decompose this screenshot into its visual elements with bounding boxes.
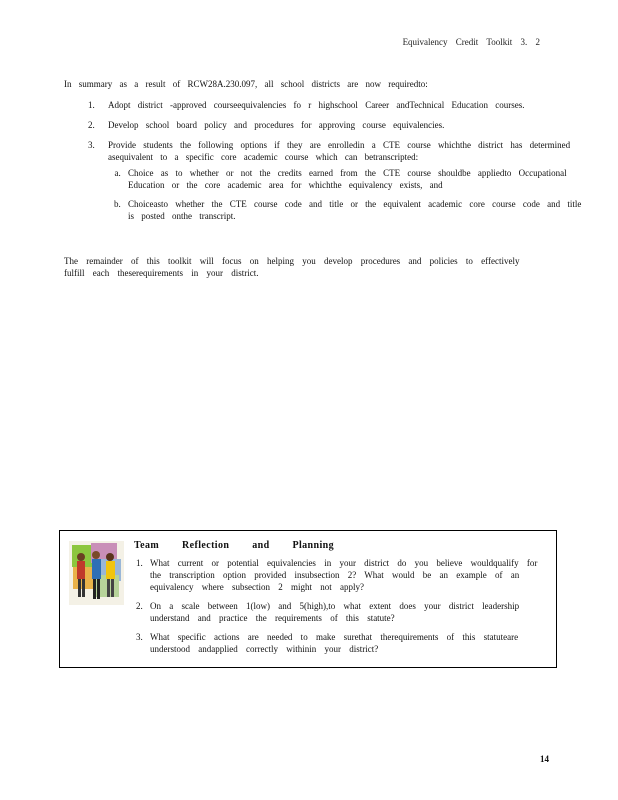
list-item — [136, 557, 540, 593]
list-item — [88, 139, 592, 222]
team-reflection-box — [59, 530, 557, 668]
list-number: 2. — [136, 601, 143, 611]
list-number: 1. — [88, 100, 95, 110]
list-item-text: Adopt district -approved courseequivalencies fo r highschool Career andTechnical Education courses. — [108, 100, 525, 110]
list-item-text: On a scale between 1(low) and 5(high),to what extent does your district leadership understand and practice the requirements of this statute? — [150, 601, 520, 623]
intro-paragraph: In summary as a result of RCW28A.230.097, all school districts are now requiredto: — [64, 79, 428, 89]
list-item-text: Provide students the following options if they are enrolledin a CTE course whichthe district has determined asequivalent to a specific core academic course which can betranscripted: — [108, 140, 571, 162]
sub-list-item: a. Choice as to whether or not the credits earned from the CTE course shouldbe appliedto Occupational Education or the core academic area for whichthe equivalency exists, and — [128, 167, 592, 191]
page-header: Equivalency Credit Toolkit 3. 2 — [402, 37, 540, 47]
list-number: 1. — [136, 558, 143, 568]
remainder-paragraph: The remainder of this toolkit will focus on helping you develop procedures and policies to effectively fulfill each theserequirements in your district. — [64, 256, 520, 278]
team-people-icon — [69, 541, 124, 605]
sub-list — [108, 167, 592, 222]
list-item — [88, 119, 592, 131]
list-item-text: What current or potential equivalencies in your district do you believe wouldqualify for the transcription option provided insubsection 2? What would be an example of an equivalency where subsection 2 might not apply? — [150, 558, 538, 592]
list-item-text: What specific actions are needed to make surethat therequirements of this statuteare understood andapplied correctly withinin your district? — [150, 632, 519, 654]
list-number: 3. — [136, 632, 143, 642]
list-item-text: Develop school board policy and procedures for approving course equivalencies. — [108, 120, 445, 130]
list-number: 2. — [88, 120, 95, 130]
list-item — [136, 631, 540, 655]
list-number: 3. — [88, 140, 95, 150]
requirements-list — [64, 99, 592, 230]
reflection-title: Team Reflection and Planning — [134, 540, 335, 551]
list-item — [136, 600, 540, 624]
page-number: 14 — [540, 754, 549, 764]
reflection-questions — [136, 557, 540, 662]
sub-list-item: b. Choiceasto whether the CTE course code and title or the equivalent academic core course code and title is posted onthe transcript. — [128, 198, 592, 222]
list-item — [88, 99, 592, 111]
